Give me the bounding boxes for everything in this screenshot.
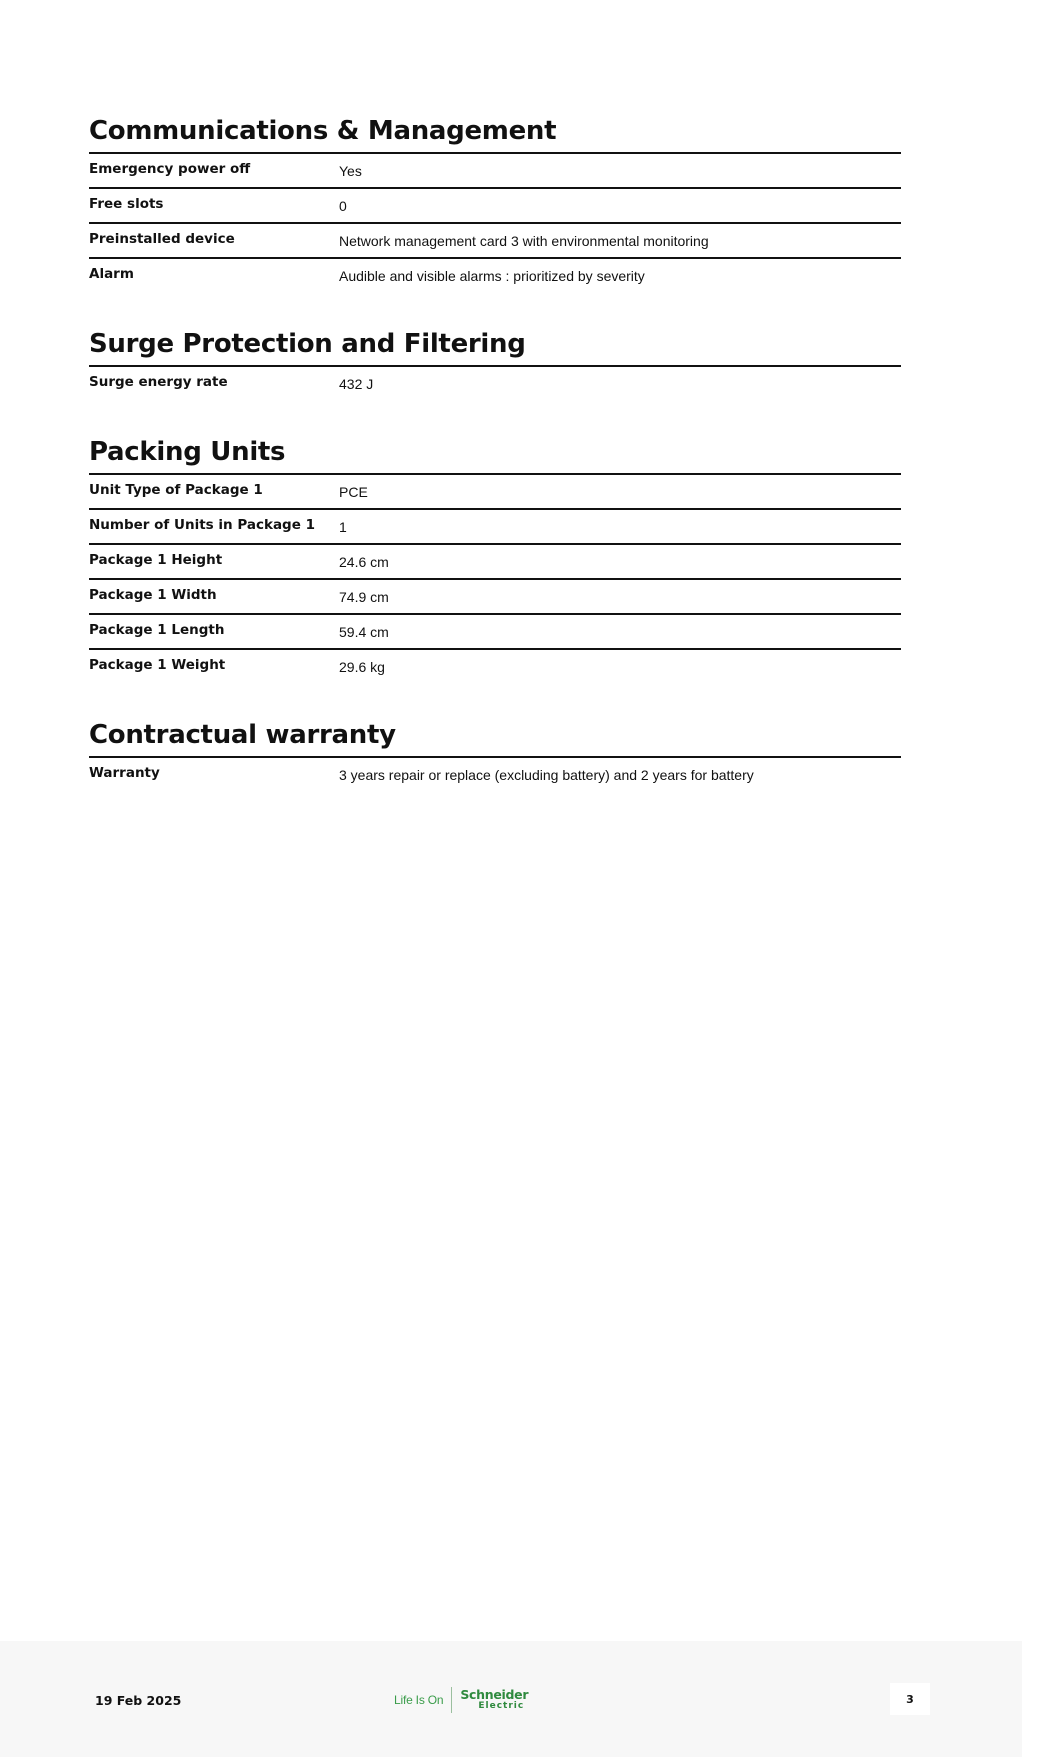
spec-label: Package 1 Width (89, 587, 217, 603)
life-is-on-tagline: Life Is On (394, 1693, 444, 1707)
spec-label: Unit Type of Package 1 (89, 482, 263, 498)
spec-row (89, 580, 901, 615)
spec-row (89, 259, 901, 294)
spec-value: PCE (339, 484, 368, 500)
section-packing-units (89, 433, 901, 685)
section-title: Packing Units (89, 433, 901, 475)
section-title: Communications & Management (89, 112, 901, 154)
spec-row (89, 758, 901, 793)
spec-label: Free slots (89, 196, 164, 212)
page-footer (0, 1641, 1022, 1757)
spec-row (89, 510, 901, 545)
spec-value: Yes (339, 163, 362, 179)
section-title: Surge Protection and Filtering (89, 325, 901, 367)
spec-row (89, 367, 901, 402)
spec-value: Audible and visible alarms : prioritized by severity (339, 268, 645, 284)
spec-value: 29.6 kg (339, 659, 385, 675)
spec-row (89, 475, 901, 510)
spec-row (89, 154, 901, 189)
spec-label: Alarm (89, 266, 134, 282)
schneider-logo (394, 1685, 528, 1715)
spec-label: Surge energy rate (89, 374, 228, 390)
spec-label: Package 1 Weight (89, 657, 226, 673)
spec-row (89, 189, 901, 224)
brand-wordmark (460, 1689, 528, 1711)
spec-row (89, 615, 901, 650)
page-edge (1022, 0, 1046, 1757)
spec-value: 24.6 cm (339, 554, 389, 570)
spec-row (89, 224, 901, 259)
spec-value: 74.9 cm (339, 589, 389, 605)
spec-value: 0 (339, 198, 347, 214)
spec-label: Number of Units in Package 1 (89, 517, 315, 533)
section-surge-protection (89, 325, 901, 402)
page-number: 3 (890, 1683, 930, 1715)
spec-label: Package 1 Length (89, 622, 225, 638)
brand-subname: Electric (478, 1700, 525, 1711)
spec-content (89, 112, 901, 824)
spec-value: 3 years repair or replace (excluding battery) and 2 years for battery (339, 767, 754, 783)
section-contractual-warranty (89, 716, 901, 793)
spec-value: 1 (339, 519, 347, 535)
spec-value: Network management card 3 with environmental monitoring (339, 233, 709, 249)
brand-name: Schneider (460, 1687, 529, 1703)
spec-value: 432 J (339, 376, 374, 392)
section-title: Contractual warranty (89, 716, 901, 758)
spec-label: Emergency power off (89, 161, 251, 177)
spec-row (89, 545, 901, 580)
section-communications (89, 112, 901, 294)
spec-row (89, 650, 901, 685)
logo-divider (451, 1687, 452, 1713)
spec-label: Preinstalled device (89, 231, 235, 247)
spec-label: Warranty (89, 765, 160, 781)
spec-value: 59.4 cm (339, 624, 389, 640)
spec-label: Package 1 Height (89, 552, 223, 568)
footer-date: 19 Feb 2025 (95, 1693, 182, 1708)
